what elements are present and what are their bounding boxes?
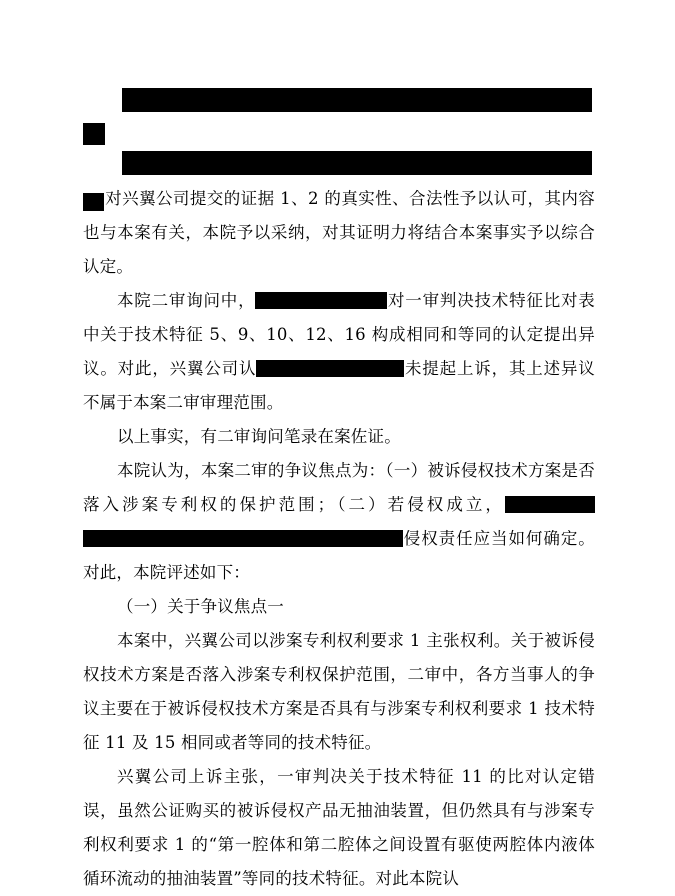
- paragraph-5-text: （一）关于争议焦点一: [117, 597, 284, 616]
- inline-redaction: [256, 360, 404, 377]
- inline-redaction: [83, 530, 403, 547]
- paragraph-2-text-a: 本院二审询问中，: [117, 291, 256, 310]
- paragraph-4: [83, 454, 595, 590]
- paragraph-6-text: 本案中，兴翼公司以涉案专利权利要求 1 主张权利。关于被诉侵权技术方案是否落入涉案专利权保护范围，二审中，各方当事人的争议主要在于被诉侵权技术方案是否具有与涉案专利权利要求 1 技术特征 11 及 15 相同或者等同的技术特征。: [83, 631, 595, 752]
- header-redaction-line-3: [122, 151, 592, 175]
- header-redaction-line-1: [122, 88, 592, 112]
- header-redaction-line-2: [83, 123, 105, 145]
- paragraph-3: [83, 420, 595, 454]
- paragraph-1: [83, 182, 595, 284]
- inline-redaction: [83, 193, 104, 211]
- paragraph-7: [83, 760, 595, 896]
- inline-redaction: [255, 292, 387, 309]
- paragraph-6: [83, 624, 595, 760]
- paragraph-2-text-c: 未提起上诉，其上述异议不属于本案二审审理范围。: [83, 359, 596, 412]
- paragraph-4-text-a: 本院认为，本案二审的争议焦点为：（一）被诉侵权技术方案是否落入涉案专利权的保护范围；（二）若侵权成立，: [83, 461, 595, 514]
- paragraph-5: [83, 590, 595, 624]
- document-body: [83, 88, 595, 896]
- paragraph-7-text: 兴翼公司上诉主张，一审判决关于技术特征 11 的比对认定错误，虽然公证购买的被诉侵权产品无抽油装置，但仍然具有与涉案专利权利要求 1 的“第一腔体和第二腔体之间设置有驱使两腔体内液体循环流动的抽油装置”等同的技术特征。对此本院认: [83, 767, 595, 888]
- paragraph-1-text: 对兴翼公司提交的证据 1、2 的真实性、合法性予以认可，其内容也与本案有关，本院予以采纳，对其证明力将结合本案事实予以综合认定。: [83, 189, 595, 276]
- inline-redaction: [505, 496, 595, 513]
- paragraph-2-text-b: 对一审判决技术特征比对表中关于技术特征 5、9、10、12、16 构成相同和等同的认定提出异议。对此，兴翼公司认: [83, 291, 595, 378]
- paragraph-3-text: 以上事实，有二审询问笔录在案佐证。: [117, 427, 401, 446]
- paragraph-2: [83, 284, 595, 420]
- paragraph-4-text-b: 侵权责任应当如何确定。对此，本院评述如下：: [83, 529, 595, 582]
